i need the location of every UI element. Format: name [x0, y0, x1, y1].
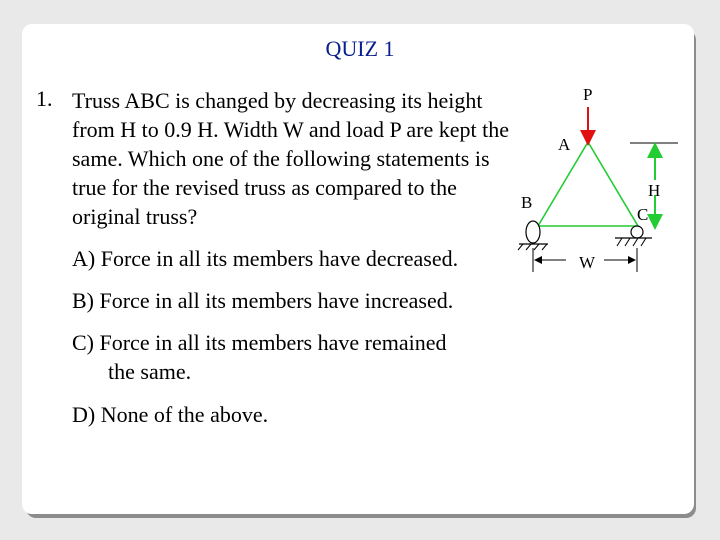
label-w: W	[579, 253, 596, 272]
label-a: A	[558, 135, 571, 154]
option-text: Force in all its members have increased.	[99, 288, 454, 313]
option-label: A)	[72, 246, 96, 271]
truss-members	[538, 142, 638, 226]
label-p: P	[583, 85, 593, 104]
option-text-continued: the same.	[108, 359, 192, 384]
option-text: None of the above.	[100, 402, 269, 427]
label-c: C	[637, 205, 649, 224]
label-h: H	[648, 181, 661, 200]
option-text: Force in all its members have decreased.	[100, 246, 459, 271]
option-label: B)	[72, 288, 94, 313]
member-ab	[538, 142, 588, 226]
option-label: D)	[72, 402, 96, 427]
label-b: B	[521, 193, 533, 212]
question-text: Truss ABC is changed by decreasing its height from H to 0.9 H. Width W and load P are kept the same. Which one of the following statements is true for the revised truss as compared to the original truss?	[72, 88, 510, 229]
option-label: C)	[72, 330, 94, 355]
member-ac	[588, 142, 638, 226]
page-title: QUIZ 1	[325, 36, 395, 61]
question-number: 1.	[36, 86, 53, 111]
option-text: Force in all its members have remained	[99, 330, 447, 355]
roller-support-c	[615, 226, 652, 246]
